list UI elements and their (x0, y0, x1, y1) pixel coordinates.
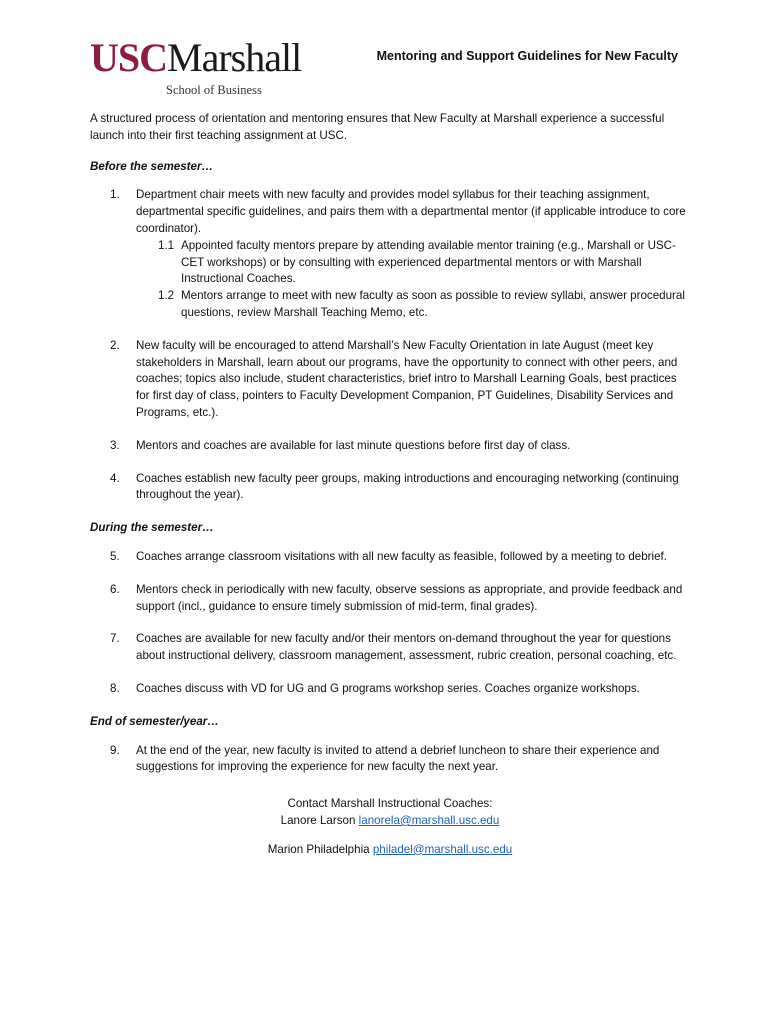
document-title: Mentoring and Support Guidelines for New Faculty (376, 49, 678, 63)
subitem-text: Mentors arrange to meet with new faculty as soon as possible to review syllabi, answer procedural questions, review Marshall Teaching Memo, etc. (181, 289, 685, 319)
logo-marshall-text: Marshall (167, 35, 302, 80)
section-before-semester: Before the semester… (90, 159, 214, 173)
item-text: Coaches arrange classroom visitations with all new faculty as feasible, followed by a meeting to debrief. (136, 549, 668, 563)
item-text: Coaches discuss with VD for UG and G programs workshop series. Coaches organize workshops. (136, 681, 640, 695)
item-number: 1. (110, 188, 120, 202)
item-number: 2. (110, 338, 120, 352)
item-text: Coaches are available for new faculty and/or their mentors on-demand throughout the year for questions about instructional delivery, classroom management, assessment, rubric creation, personal coaching, etc. (136, 632, 677, 663)
list-item-3 (90, 438, 690, 455)
item-text: At the end of the year, new faculty is invited to attend a debrief luncheon to share their experience and suggestions for improving the experience for new faculty the next year. (136, 743, 660, 774)
list-item-8 (90, 681, 690, 698)
contact-heading: Contact Marshall Instructional Coaches: (287, 797, 493, 811)
subitem-number: 1.1 (158, 238, 175, 252)
item-text: Mentors and coaches are available for last minute questions before first day of class. (136, 438, 571, 452)
section-during-semester: During the semester… (90, 521, 214, 535)
email-link-marion[interactable]: philadel@marshall.usc.edu (372, 842, 513, 856)
logo-subtitle: School of Business (166, 83, 262, 97)
section-end-of-semester: End of semester/year… (90, 714, 219, 728)
item-number: 8. (110, 681, 120, 695)
logo-usc-text: USC (90, 35, 168, 80)
contact-person-2 (90, 842, 690, 859)
item-number: 6. (110, 582, 120, 596)
item-number: 7. (110, 632, 120, 646)
item-number: 9. (110, 743, 120, 757)
subitem-text: Appointed faculty mentors prepare by attending available mentor training (e.g., Marshall or USC-CET workshops) or by consulting with experienced departmental mentors or with Marshall Instructional Coaches. (181, 238, 676, 286)
list-item-9 (90, 743, 690, 777)
list-item-5 (90, 549, 690, 566)
item-text: Coaches establish new faculty peer groups, making introductions and encouraging networking (continuing throughout the year). (136, 471, 679, 502)
contact-block (90, 796, 690, 858)
list-item-1 (90, 187, 690, 337)
email-link-lanore[interactable]: lanorela@marshall.usc.edu (358, 813, 500, 827)
list-item-2 (90, 338, 690, 422)
item-number: 4. (110, 471, 120, 485)
usc-marshall-logo (90, 35, 302, 98)
document-body (90, 111, 690, 859)
contact-name: Lanore Larson (280, 813, 356, 827)
intro-paragraph: A structured process of orientation and mentoring ensures that New Faculty at Marshall experience a successful launch into their first teaching assignment at USC. (90, 112, 665, 142)
list-item-6 (90, 582, 690, 616)
item-number: 5. (110, 549, 120, 563)
item-text: Department chair meets with new faculty and provides model syllabus for their teaching assignment, departmental specific guidelines, and pairs them with a departmental mentor (if applicable introduce to core coordinator). (136, 188, 686, 235)
contact-person-1 (90, 813, 690, 830)
item-text: Mentors check in periodically with new faculty, observe sessions as appropriate, and provide feedback and support (incl., guidance to ensure timely submission of mid-term, final grades). (136, 582, 683, 613)
list-item-4 (90, 471, 690, 505)
item-number: 3. (110, 438, 120, 452)
list-item-7 (90, 631, 690, 665)
list-subitem-1-2 (158, 288, 690, 322)
subitem-number: 1.2 (158, 289, 175, 303)
list-subitem-1-1 (158, 238, 690, 288)
contact-name: Marion Philadelphia (267, 842, 370, 856)
item-text: New faculty will be encouraged to attend Marshall’s New Faculty Orientation in late August (meet key stakeholders in Marshall, learn about our programs, have the opportunity to connect with other peers, and coaches; topics also include, student characteristics, brief intro to Marshall Learning Goals, best practices for first day of class, pointers to Faculty Development Companion, PT Guidelines, Disability Services and Programs, etc.). (136, 338, 678, 419)
